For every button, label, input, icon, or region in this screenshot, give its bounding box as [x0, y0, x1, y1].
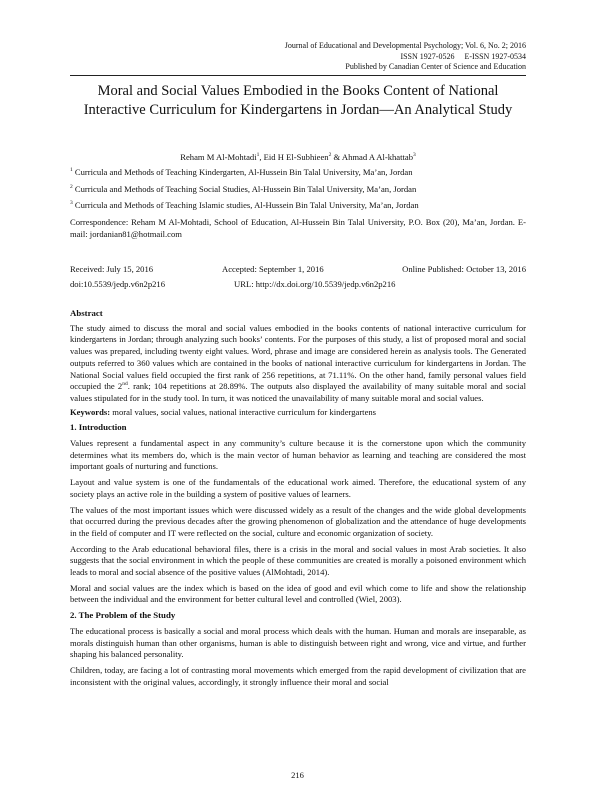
abstract-section	[70, 308, 526, 688]
affiliation-mark: 1	[70, 167, 73, 174]
author-3-mark: 3	[413, 152, 416, 159]
page-number: 216	[291, 770, 304, 780]
affiliation-mark: 2	[70, 184, 73, 191]
section-1-heading: 1. Introduction	[70, 422, 127, 433]
author-2: Eid H El-Subhieen	[263, 152, 329, 162]
issn-line: ISSN 1927-0526 E-ISSN 1927-0534	[400, 51, 526, 61]
keywords-text: moral values, social values, national interactive curriculum for kindergartens	[110, 406, 377, 417]
keywords	[70, 407, 526, 419]
affiliation-3	[70, 200, 526, 212]
journal-line: Journal of Educational and Developmental Psychology; Vol. 6, No. 2; 2016	[284, 41, 526, 50]
correspondence: Correspondence: Reham M Al-Mohtadi, School of Education, Al-Hussein Bin Talal University, P.O. Box (20), Ma’an, Jordan. E-mail: jordanian81@hotmail.com	[70, 217, 526, 239]
paper-title: Moral and Social Values Embodied in the Books Content of National Interactive Curriculum for Kindergartens in Jordan—An Analytical Study	[83, 83, 513, 118]
accepted-date: Accepted: September 1, 2016	[222, 264, 324, 274]
author-1-mark: 1	[256, 152, 260, 159]
author-3: Ahmad A Al-khattab	[341, 152, 413, 162]
section-1-paragraph: According to the Arab educational behavioral files, there is a crisis in the moral and social values in most Arab societies. It also suggests that the social environment in which the people of these communities are created is morally a poisoned environment which leads to moral and social absence of the positive values (AlMohtadi, 2014).	[70, 543, 526, 578]
abstract-text: The study aimed to discuss the moral and social values embodied in the books contents of national interactive curriculum for kindergartens in Jordan; through analyzing such books’ contents. For the purposes of this study, a list of proposed moral and social values was prepared, including twenty eight values. Word, phrase and image are considered herein as analysis tools. The Generated outputs referred to 360 values which are contained in the books of national interactive curriculum for kindergartens in Jordan. The National Social values field occupied the first rank of 256 repetitions, at 71.11%. On the other hand, family personal values field occupied the 2	[70, 322, 526, 392]
abstract-heading: Abstract	[70, 308, 103, 318]
section-2-paragraph: The educational process is basically a social and moral process which deals with the human. Human and morals are inseparable, as morals distinguish human than other organisms, human is able to distinguish between right and wrong, vice and virtue, and further shaping his balanced personality.	[70, 625, 526, 660]
author-1: Reham M Al-Mohtadi	[180, 152, 257, 162]
affiliation-text: Curricula and Methods of Teaching Social Studies, Al-Hussein Bin Talal University, Ma’an, Jordan	[74, 184, 417, 194]
author-2-mark: 2	[328, 152, 332, 159]
url: URL: http://dx.doi.org/10.5539/jedp.v6n2p216	[234, 279, 396, 289]
affiliation-text: Curricula and Methods of Teaching Kindergarten, Al-Hussein Bin Talal University, Ma’an, Jordan	[74, 167, 413, 177]
author-line	[70, 152, 526, 164]
publisher-line: Published by Canadian Center of Science and Education	[345, 62, 526, 72]
section-1-paragraph: Moral and social values are the index which is based on the idea of good and evil which come to life and show the relationship between the individual and the environment for better cultural level and controlled (Wiel, 2003).	[70, 582, 526, 605]
received-date: Received: July 15, 2016	[70, 264, 154, 274]
published-date: Online Published: October 13, 2016	[402, 264, 526, 274]
section-2-heading: 2. The Problem of the Study	[70, 610, 176, 621]
affiliation-mark: 3	[70, 200, 73, 207]
affiliation-1	[70, 167, 526, 179]
section-1-paragraph: Values represent a fundamental aspect in any community’s culture because it is the cornerstone upon which the community determines what its members do, which is the main vector of human behavior as learning and teaching are considered the most important goals of nurturing and functions.	[70, 438, 526, 472]
affiliation-text: Curricula and Methods of Teaching Islamic studies, Al-Hussein Bin Talal University, Ma’an, Jordan	[74, 200, 419, 210]
running-header	[196, 41, 526, 73]
header-rule	[70, 75, 526, 76]
author-separator: ,	[259, 152, 264, 162]
abstract-body	[70, 323, 526, 405]
author-separator: &	[331, 152, 342, 162]
abstract-sup: nd	[122, 381, 128, 388]
section-2-paragraph: Children, today, are facing a lot of contrasting moral movements which emerged from the rapid development of civilization that are inconsistent with the original values, accordingly, it strongly influence their moral and social	[70, 664, 526, 687]
section-1-paragraph: Layout and value system is one of the fundamentals of the educational work aimed. Therefore, the educational system of any society plays an active role in the building a system of positive values of learners.	[70, 477, 526, 499]
section-1-paragraph: The values of the most important issues which were discussed widely as a result of the changes and the wide global developments that occurred during the previous decades after the growing phenomenon of globalization and the attendance of huge developments in the field of computer and IT were reflected on the social, culture and economic organization of society.	[70, 504, 526, 538]
abstract-text-rest: . rank; 104 repetitions at 28.89%. The outputs also displayed the availability of many suitable moral and social values stipulated for in the study tool. In turn, it was noticed the unavailability of many suitable moral and social values.	[70, 381, 526, 403]
affiliation-2	[70, 184, 526, 196]
keywords-label: Keywords:	[70, 406, 111, 417]
doi: doi:10.5539/jedp.v6n2p216	[70, 279, 166, 289]
